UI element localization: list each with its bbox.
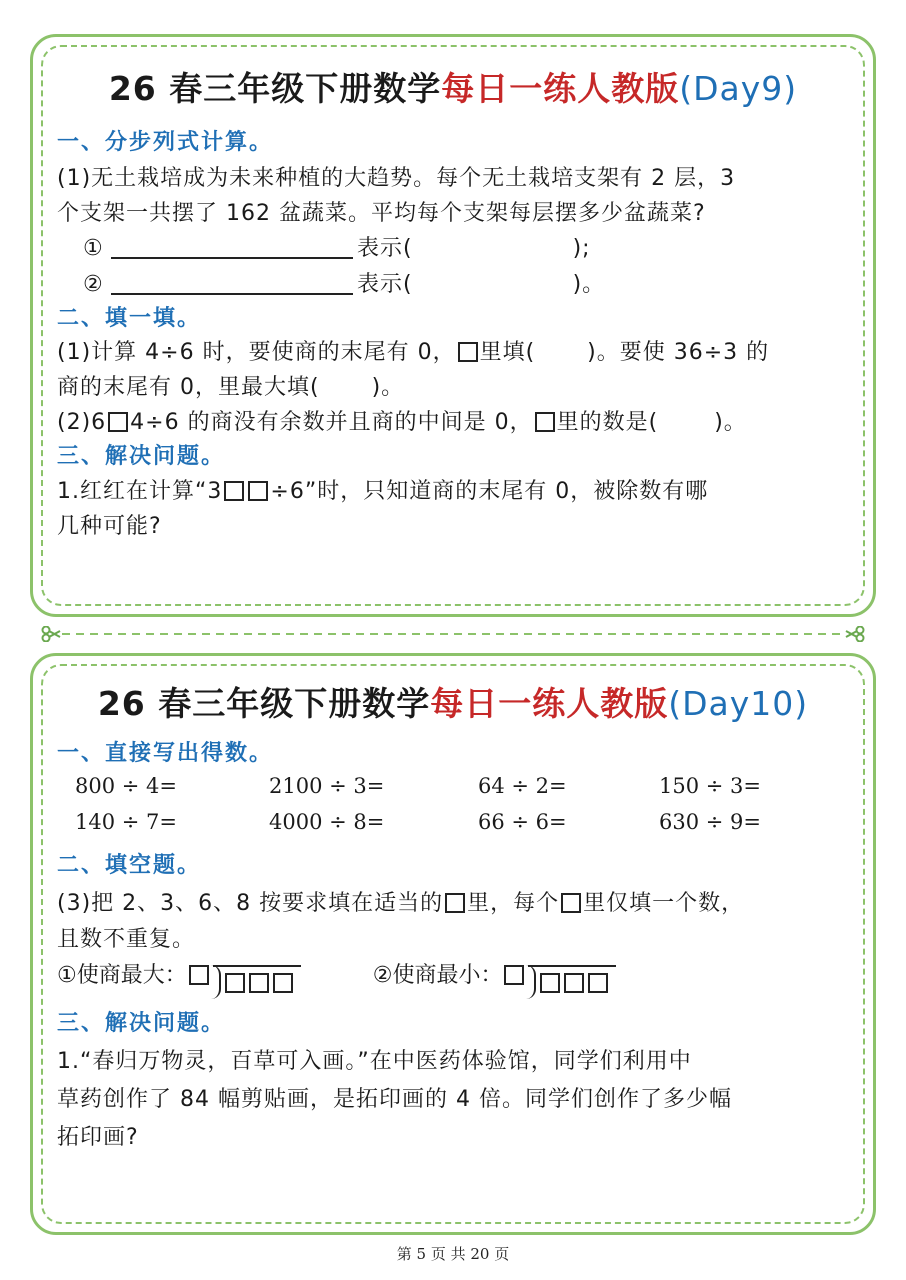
day9-s3-q1-text-b: ÷6”时，只知道商的末尾有 0，被除数有哪: [270, 479, 709, 504]
day9-s3-q1-box1[interactable]: [224, 481, 244, 501]
day9-s2-q2-text-b: 4÷6 的商没有余数并且商的中间是 0，: [130, 410, 533, 435]
day10-section2-heading: 二、填空题。: [57, 853, 202, 878]
day9-s2-q2-text-c: 里的数是(: [556, 410, 659, 435]
day9-step1-num: ①: [83, 236, 104, 261]
day9-s1-problem-line1: (1)无土栽培成为未来种植的大趋势。每个无土栽培支架有 2 层，3: [57, 166, 736, 191]
day10-s3-q1-line2: 草药创作了 84 幅剪贴画，是拓印画的 4 倍。同学们创作了多少幅: [57, 1087, 732, 1112]
day10-title-prefix: 26 春三年级下册数学: [97, 684, 431, 723]
day9-s2-q2-box2[interactable]: [535, 412, 555, 432]
day9-s2-q2: [57, 405, 747, 436]
day9-title-highlight: 每日一练人教版: [441, 69, 680, 108]
day9-step1-row: [83, 231, 591, 262]
scissors-left-icon: [43, 627, 61, 642]
day10-title-highlight: 每日一练人教版: [430, 684, 669, 723]
day9-s2-q1-text-a: (1)计算 4÷6 时，要使商的末尾有 0，: [57, 340, 456, 365]
day9-card: [30, 34, 876, 617]
day10-division-row: [57, 958, 616, 998]
day9-step1-label: 表示(: [357, 236, 413, 261]
day9-s2-q1-text-b: 里填(: [479, 340, 536, 365]
day10-card: [30, 653, 876, 1235]
day9-title-day: (Day9): [679, 69, 798, 108]
day9-step1-answer-blank[interactable]: [111, 237, 353, 259]
page-footer: 第 5 页 共 20 页: [396, 1245, 510, 1263]
day10-s2-q3-text-b: 里，每个: [467, 891, 560, 916]
day9-s3-q1-line2: 几种可能?: [57, 514, 162, 539]
day9-s2-q2-text-d: )。: [714, 410, 747, 435]
day9-section3-heading: 三、解决问题。: [57, 444, 226, 469]
day9-s2-q1-line2: [57, 370, 404, 401]
day10-calc-7: 66 ÷ 6=: [478, 810, 567, 834]
day10-s3-q1-line3: 拓印画?: [57, 1125, 139, 1150]
day9-step2-answer-blank[interactable]: [111, 273, 353, 295]
day10-max-dividend-box1[interactable]: [225, 973, 245, 993]
day10-min-division-bracket: [528, 965, 616, 998]
day10-max-division-bracket: [213, 965, 301, 998]
day10-min-dividend-box3[interactable]: [588, 973, 608, 993]
day10-title-day: (Day10): [668, 684, 809, 723]
day10-min-divisor-box[interactable]: [504, 965, 524, 985]
day10-calc-3: 64 ÷ 2=: [478, 774, 567, 798]
day10-section1-heading: 一、直接写出得数。: [57, 741, 274, 766]
day10-section3-heading: 三、解决问题。: [57, 1011, 226, 1036]
day10-s3-q1-line1: 1.“春归万物灵，百草可入画。”在中医药体验馆，同学们利用中: [57, 1049, 692, 1074]
day10-max-label: ①使商最大：: [57, 963, 187, 988]
day9-s2-q1-box[interactable]: [458, 342, 478, 362]
day10-max-dividend-box3[interactable]: [273, 973, 293, 993]
day9-step2-label: 表示(: [357, 272, 413, 297]
day10-calc-2: 2100 ÷ 3=: [269, 774, 385, 798]
day10-min-label: ②使商最小：: [372, 963, 503, 988]
day10-calc-4: 150 ÷ 3=: [659, 774, 761, 798]
day9-s2-q1-text-c: )。要使 36÷3 的: [587, 340, 770, 365]
day9-step2-num: ②: [83, 272, 104, 297]
day10-title: [33, 678, 873, 728]
day9-step1-end: );: [572, 236, 591, 261]
day9-title: [33, 63, 873, 113]
day9-s1-problem-line2: 个支架一共摆了 162 盆蔬菜。平均每个支架每层摆多少盆蔬菜?: [57, 201, 706, 226]
day10-min-dividend-box1[interactable]: [540, 973, 560, 993]
day9-title-prefix: 26 春三年级下册数学: [108, 69, 442, 108]
day10-s2-q3-text-a: (3)把 2、3、6、8 按要求填在适当的: [57, 891, 444, 916]
day10-max-dividend-box2[interactable]: [249, 973, 269, 993]
day10-calc-8: 630 ÷ 9=: [659, 810, 761, 834]
day10-s2-q3-line1: [57, 886, 744, 917]
day10-s2-q3-line2: 且数不重复。: [57, 927, 196, 952]
scissors-right-icon: [846, 627, 864, 642]
day9-s2-q2-box1[interactable]: [108, 412, 128, 432]
day9-step2-end: )。: [572, 272, 606, 297]
day9-s2-q1-line2-end: )。: [371, 375, 405, 400]
cut-line-divider: [40, 626, 866, 642]
day10-s2-q3-box-inline2: [561, 893, 581, 913]
day9-s2-q1-line2-text: 商的末尾有 0，里最大填(: [57, 375, 320, 400]
day9-s3-q1-text-a: 1.红红在计算“3: [57, 479, 223, 504]
day10-min-dividend-box2[interactable]: [564, 973, 584, 993]
day9-s3-q1-line1: [57, 474, 708, 505]
day10-calc-1: 800 ÷ 4=: [75, 774, 177, 798]
day10-s2-q3-box-inline1: [445, 893, 465, 913]
day9-section1-heading: 一、分步列式计算。: [57, 130, 274, 155]
day9-s2-q2-text-a: (2)6: [57, 410, 107, 435]
day9-s3-q1-box2[interactable]: [248, 481, 268, 501]
day9-section2-heading: 二、填一填。: [57, 306, 202, 331]
day9-step2-row: [83, 267, 605, 298]
day10-s2-q3-text-c: 里仅填一个数，: [583, 891, 745, 916]
day10-calc-6: 4000 ÷ 8=: [269, 810, 385, 834]
day9-s2-q1-line1: [57, 335, 769, 366]
day10-max-divisor-box[interactable]: [189, 965, 209, 985]
day10-calc-5: 140 ÷ 7=: [75, 810, 177, 834]
